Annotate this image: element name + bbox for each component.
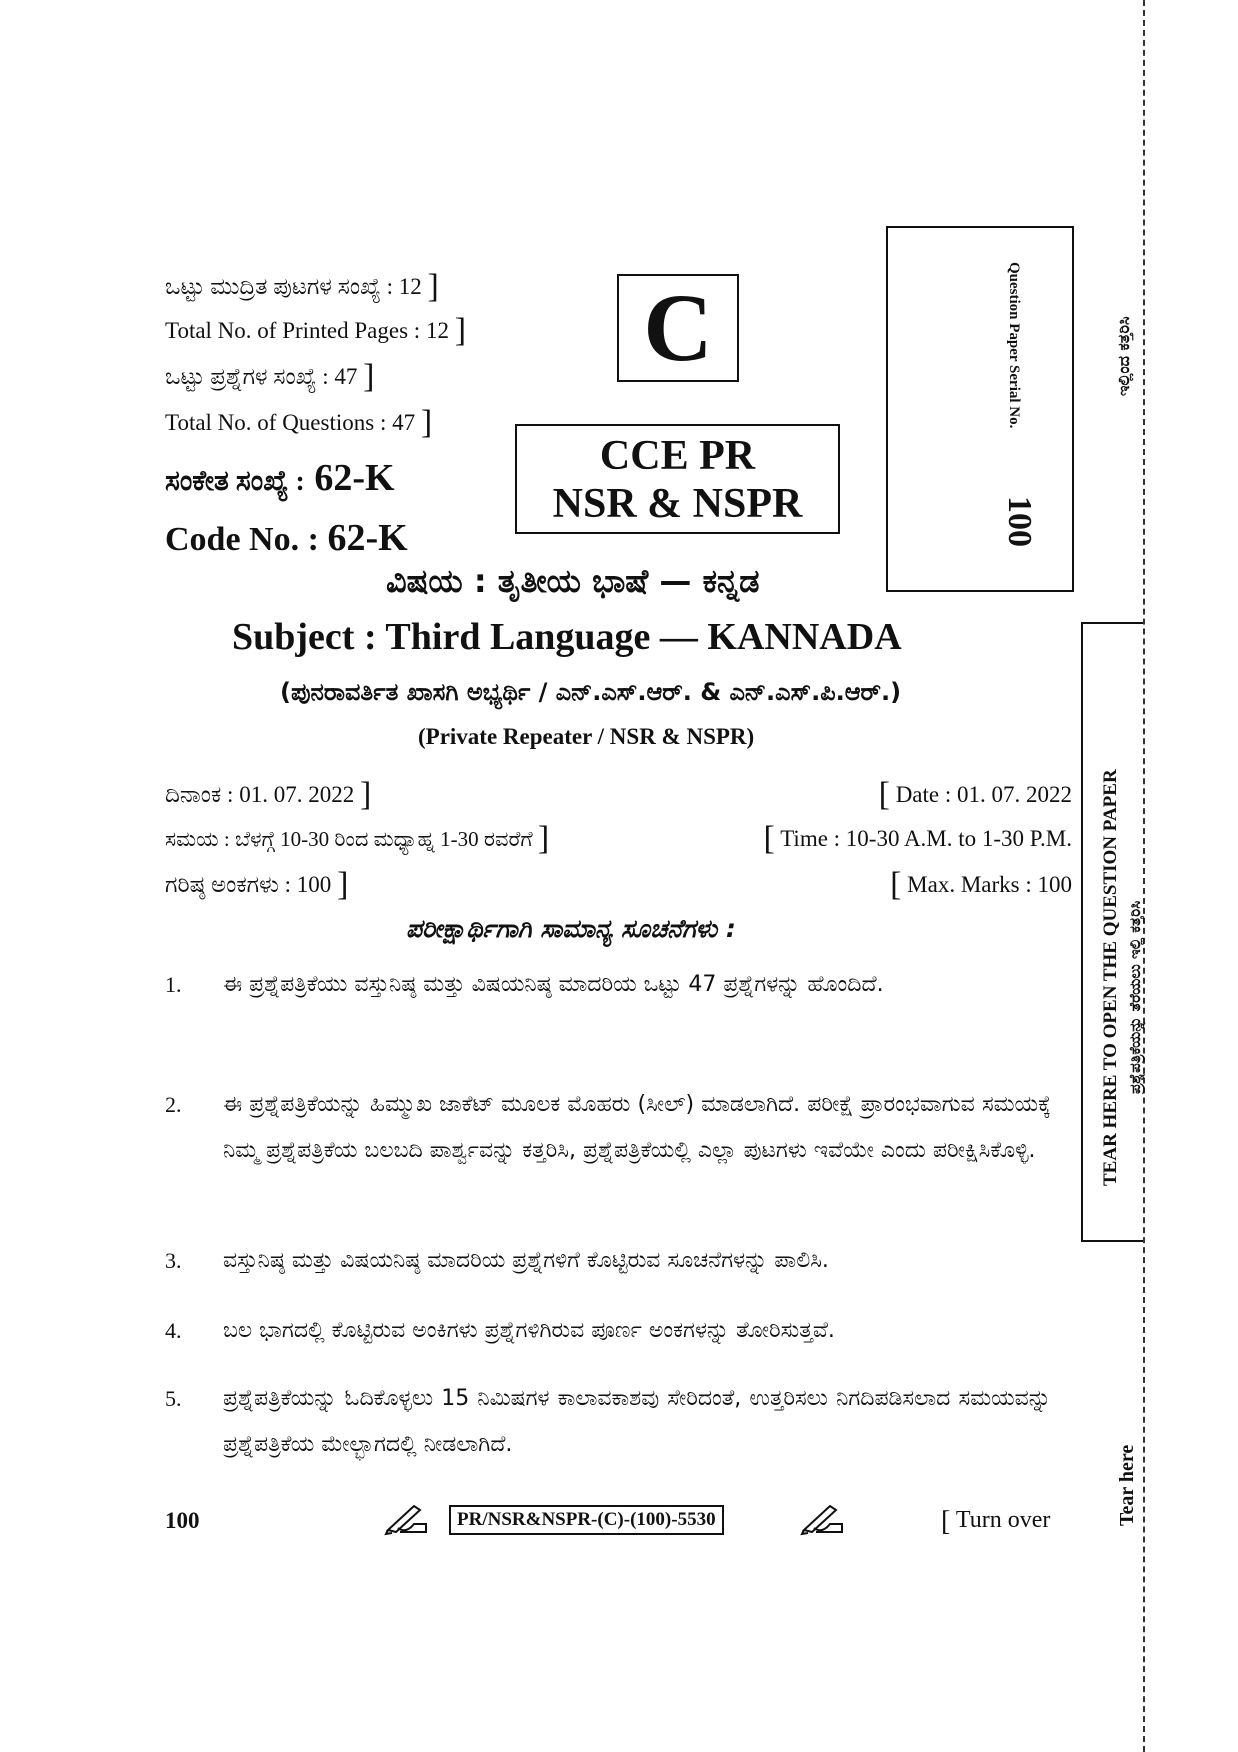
instruction-item: 2. ಈ ಪ್ರಶ್ನೆಪತ್ರಿಕೆಯನ್ನು ಹಿಮ್ಮುಖ ಜಾಕೆಟ್ ಮೂಲಕ ಮೊಹರು (ಸೀಲ್) ಮಾಡಲಾಗಿದೆ. ಪರೀಕ್ಷೆ ಪ್ರಾರಂಭವಾಗುವ ಸಮಯಕ್ಕೆ ನಿಮ್ಮ ಪ್ರಶ್ನೆಪತ್ರಿಕೆಯ ಬಲಬದಿ ಪಾರ್ಶ್ವವನ್ನು ಕತ್ತರಿಸಿ, ಪ್ರಶ್ನೆಪತ್ರಿಕೆಯಲ್ಲಿ ಎಲ್ಲಾ ಪುಟಗಳು ಇವೆಯೇ ಎಂದು ಪರೀಕ್ಷಿಸಿಕೊಳ್ಳಿ.: [165, 1092, 1051, 1163]
questions-count-english: Total No. of Questions : 47 ]: [165, 404, 433, 441]
turn-over: [ Turn over: [941, 1506, 1051, 1537]
instruction-item: 1. ಈ ಪ್ರಶ್ನೆಪತ್ರಿಕೆಯು ವಸ್ತುನಿಷ್ಠ ಮತ್ತು ವಿಷಯನಿಷ್ಠ ಮಾದರಿಯ ಒಟ್ಟು 47 ಪ್ರಶ್ನೆಗಳನ್ನು ಹೊಂದಿದೆ.: [165, 972, 884, 997]
candidate-type-kannada: (ಪುನರಾವರ್ತಿತ ಖಾಸಗಿ ಅಭ್ಯರ್ಥಿ / ಎನ್.ಎಸ್.ಆರ್. & ಎನ್.ಎಸ್.ಪಿ.ಆರ್.): [280, 678, 902, 706]
exam-type-box: [515, 424, 840, 534]
exam-type-line1: CCE PR: [599, 433, 756, 479]
version-letter-box: [617, 274, 739, 382]
instruction-item: 4. ಬಲ ಭಾಗದಲ್ಲಿ ಕೊಟ್ಟಿರುವ ಅಂಕಿಗಳು ಪ್ರಶ್ನೆಗಳಿಗಿರುವ ಪೂರ್ಣ ಅಂಕಗಳನ್ನು ತೋರಿಸುತ್ತವೆ.: [165, 1318, 835, 1343]
paper-code: PR/NSR&NSPR-(C)-(100)-5530: [449, 1505, 724, 1535]
date-kannada: ದಿನಾಂಕ : 01. 07. 2022 ]: [165, 776, 372, 813]
version-letter: C: [643, 274, 713, 381]
date-english: [ Date : 01. 07. 2022: [878, 776, 1072, 813]
instruction-item: 5. ಪ್ರಶ್ನೆಪತ್ರಿಕೆಯನ್ನು ಓದಿಕೊಳ್ಳಲು 15 ನಿಮಿಷಗಳ ಕಾಲಾವಕಾಶವು ಸೇರಿದಂತೆ, ಉತ್ತರಿಸಲು ನಿಗದಿಪಡಿಸಲಾದ ಸಮಯವನ್ನು ಪ್ರಶ್ನೆಪತ್ರಿಕೆಯ ಮೇಲ್ಭಾಗದಲ್ಲಿ ನೀಡಲಾಗಿದೆ.: [165, 1386, 1051, 1457]
questions-count-kannada: ಒಟ್ಟು ಪ್ರಶ್ನೆಗಳ ಸಂಖ್ಯೆ : 47 ]: [165, 358, 375, 395]
time-kannada: ಸಮಯ : ಬೆಳಗ್ಗೆ 10-30 ರಿಂದ ಮಧ್ಯಾಹ್ನ 1-30 ರವರೆಗೆ ]: [165, 820, 550, 857]
pen-icon: [800, 1500, 848, 1544]
instructions-title: ಪರೀಕ್ಷಾರ್ಥಿಗಾಗಿ ಸಾಮಾನ್ಯ ಸೂಚನೆಗಳು :: [406, 914, 736, 943]
pen-icon: [384, 1500, 432, 1544]
candidate-type-english: (Private Repeater / NSR & NSPR): [418, 724, 755, 749]
tear-line: [1143, 0, 1145, 1752]
instruction-item: 3. ವಸ್ತುನಿಷ್ಠ ಮತ್ತು ವಿಷಯನಿಷ್ಠ ಮಾದರಿಯ ಪ್ರಶ್ನೆಗಳಿಗೆ ಕೊಟ್ಟಿರುವ ಸೂಚನೆಗಳನ್ನು ಪಾಲಿಸಿ.: [165, 1248, 829, 1273]
max-marks-kannada: ಗರಿಷ್ಠ ಅಂಕಗಳು : 100 ]: [165, 866, 349, 903]
serial-number-box: [886, 226, 1074, 592]
max-marks-english: [ Max. Marks : 100: [890, 866, 1072, 903]
code-number-english: Code No. : 62-K: [165, 517, 408, 559]
time-english: [ Time : 10-30 A.M. to 1-30 P.M.: [763, 820, 1072, 857]
printed-pages-english: Total No. of Printed Pages : 12 ]: [165, 312, 467, 349]
subject-english: Subject : Third Language — KANNADA: [232, 616, 902, 658]
printed-pages-kannada: ಒಟ್ಟು ಮುದ್ರಿತ ಪುಟಗಳ ಸಂಖ್ಯೆ : 12 ]: [165, 268, 439, 305]
subject-kannada: ವಿಷಯ : ತೃತೀಯ ಭಾಷೆ — ಕನ್ನಡ: [386, 562, 760, 600]
code-number-kannada: ಸಂಕೇತ ಸಂಖ್ಯೆ : 62-K: [165, 457, 395, 499]
page-code: 100: [165, 1508, 200, 1533]
exam-type-line2: NSR & NSPR: [552, 481, 803, 527]
